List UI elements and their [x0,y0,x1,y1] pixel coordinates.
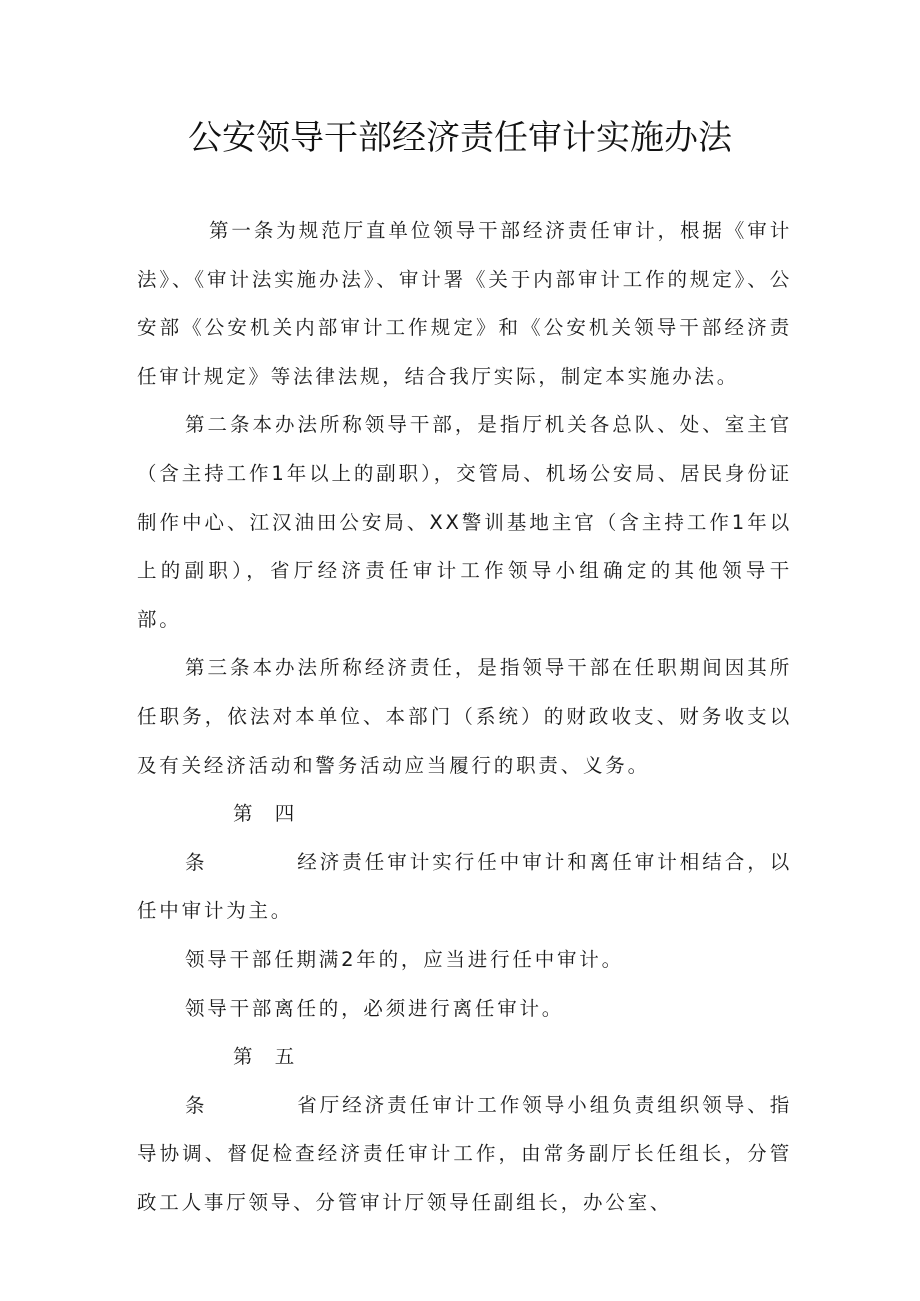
document-title: 公安领导干部经济责任审计实施办法 [188,118,732,158]
article-5-paragraph [137,1033,792,1227]
article-1-paragraph: 第一条为规范厅直单位领导干部经济责任审计，根据《审计法》、《审计法实施办法》、审计署《关于内部审计工作的规定》、公安部《公安机关内部审计工作规定》和《公安机关领导干部经济责任审计规定》等法律法规，结合我厅实际，制定本实施办法。 [137,219,792,388]
article-4-paragraph [137,790,792,936]
article-2-paragraph: 第二条本办法所称领导干部，是指厅机关各总队、处、室主官（含主持工作1年以上的副职），交管局、机场公安局、居民身份证制作中心、江汉油田公安局、XX警训基地主官（含主持工作1年以上的副职），省厅经济责任审计工作领导小组确定的其他领导干部。 [137,413,792,631]
article-4-label: 第四条 [185,802,297,874]
article-3-paragraph: 第三条本办法所称经济责任，是指领导干部在任职期间因其所任职务，依法对本单位、本部门（系统）的财政收支、财务收支以及有关经济活动和警务活动应当履行的职责、义务。 [137,656,792,777]
article-4-text: 经济责任审计实行任中审计和离任审计相结合，以任中审计为主。 [137,850,792,923]
article-5-text: 省厅经济责任审计工作领导小组负责组织领导、指导协调、督促检查经济责任审计工作，由常务副厅长任组长，分管政工人事厅领导、分管审计厅领导任副组长，办公室、 [137,1093,792,1214]
article-5-label: 第五条 [185,1045,297,1117]
document-body [137,207,792,1227]
article-4-item-1: 领导干部任期满2年的，应当进行任中审计。 [185,947,624,971]
article-4-item-2: 领导干部离任的，必须进行离任审计。 [185,996,565,1020]
